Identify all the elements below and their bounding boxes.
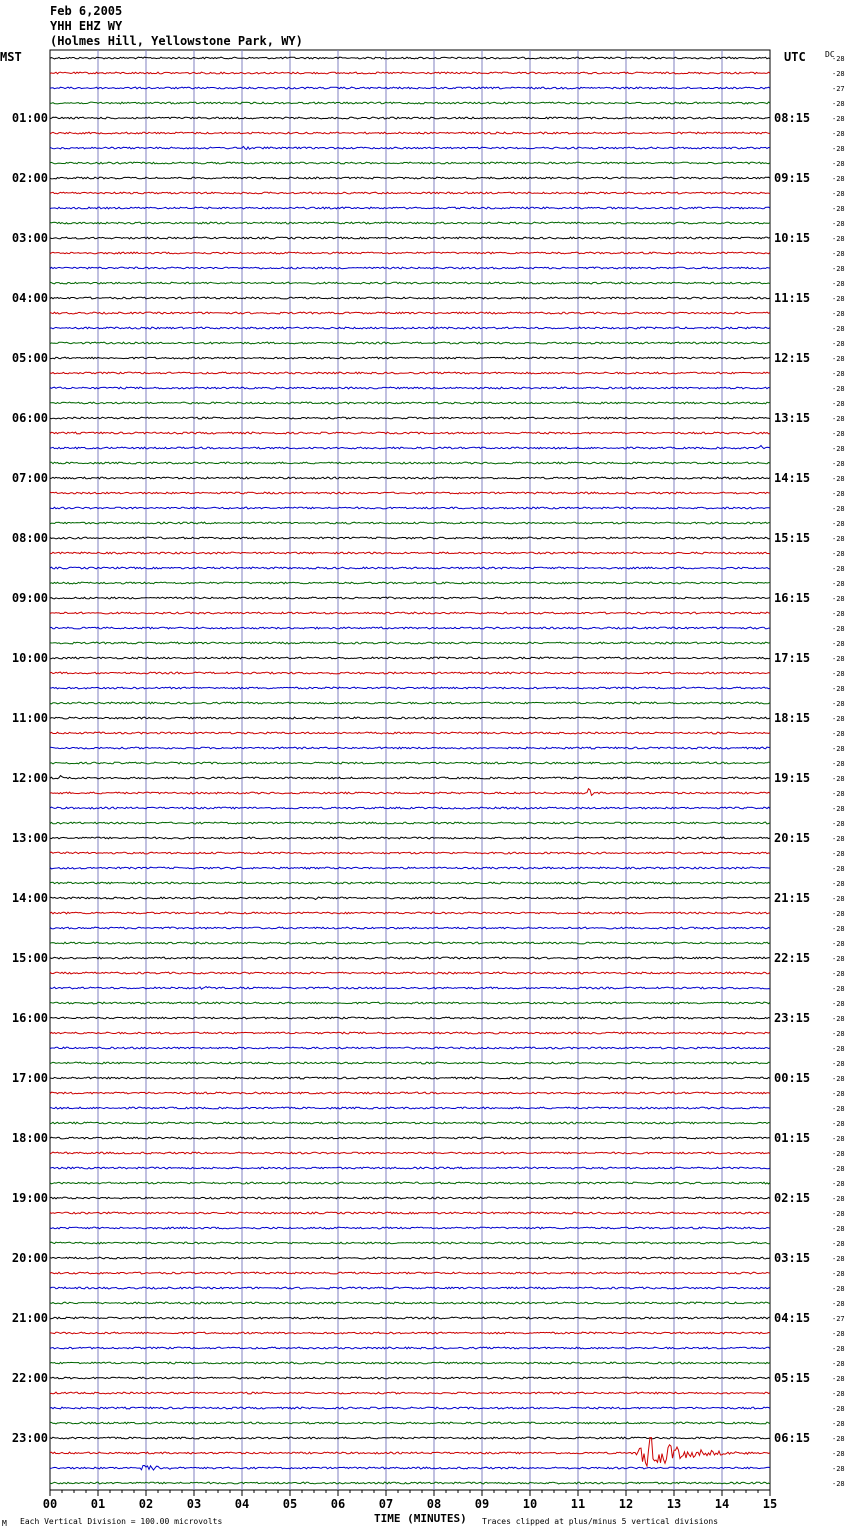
dc-offset-label: -28 (832, 1330, 845, 1338)
dc-offset-label: -28 (832, 160, 845, 168)
trace-line (50, 462, 770, 464)
left-hour-label: 12:00 (11, 771, 48, 785)
dc-offset-label: -28 (832, 325, 845, 333)
x-tick-label: 03 (186, 1497, 202, 1511)
x-tick-label: 07 (378, 1497, 394, 1511)
x-tick-label: 08 (426, 1497, 442, 1511)
left-hour-label: 17:00 (11, 1071, 48, 1085)
dc-offset-label: -28 (832, 700, 845, 708)
trace-line (50, 687, 770, 689)
trace-line (50, 522, 770, 524)
dc-offset-label: -28 (832, 505, 845, 513)
x-tick-label: 01 (90, 1497, 106, 1511)
left-hour-label: 09:00 (11, 591, 48, 605)
x-tick-label: 00 (42, 1497, 58, 1511)
trace-line (50, 1377, 770, 1379)
left-hour-label: 22:00 (11, 1371, 48, 1385)
x-tick-label: 10 (522, 1497, 538, 1511)
trace-line (50, 1047, 770, 1049)
trace-line (50, 507, 770, 509)
dc-offset-label: -28 (832, 535, 845, 543)
trace-line (50, 807, 770, 809)
dc-offset-label: -28 (832, 220, 845, 228)
dc-offset-label: -28 (832, 415, 845, 423)
dc-offset-label: -28 (832, 850, 845, 858)
trace-line (50, 1272, 770, 1274)
dc-offset-label: -28 (832, 460, 845, 468)
trace-line (50, 597, 770, 599)
dc-offset-label: -28 (832, 625, 845, 633)
trace-line (50, 672, 770, 674)
right-hour-label: 13:15 (774, 411, 811, 425)
trace-line (50, 87, 770, 89)
right-hour-label: 02:15 (774, 1191, 811, 1205)
dc-offset-label: -28 (832, 1060, 845, 1068)
dc-offset-label: -27 (832, 1315, 845, 1323)
dc-offset-label: -28 (832, 805, 845, 813)
dc-offset-label: -28 (832, 790, 845, 798)
dc-offset-label: -28 (832, 1120, 845, 1128)
x-tick-label: 14 (714, 1497, 730, 1511)
dc-offset-label: -28 (832, 490, 845, 498)
trace-line (50, 627, 770, 629)
trace-line (50, 297, 770, 299)
x-tick-label: 15 (762, 1497, 778, 1511)
dc-offset-label: -28 (832, 910, 845, 918)
trace-line (50, 1167, 770, 1169)
dc-offset-label: -28 (832, 1090, 845, 1098)
dc-offset-label: -28 (832, 655, 845, 663)
left-hour-label: 21:00 (11, 1311, 48, 1325)
trace-line (50, 927, 770, 929)
dc-offset-label: -28 (832, 565, 845, 573)
dc-offset-label: -28 (832, 880, 845, 888)
dc-offset-label: -28 (832, 355, 845, 363)
dc-offset-label: -28 (832, 1435, 845, 1443)
dc-offset-label: -28 (832, 385, 845, 393)
dc-offset-label: -28 (832, 400, 845, 408)
trace-line (50, 702, 770, 704)
trace-line (50, 912, 770, 914)
dc-offset-label: -28 (832, 610, 845, 618)
trace-line (50, 1017, 770, 1019)
dc-offset-label: -28 (832, 1210, 845, 1218)
trace-line (50, 162, 770, 164)
dc-offset-label: -28 (832, 1015, 845, 1023)
dc-offset-label: -28 (832, 895, 845, 903)
right-hour-label: 12:15 (774, 351, 811, 365)
trace-line (50, 372, 770, 374)
record-date: Feb 6,2005 (50, 4, 123, 18)
trace-line (50, 1347, 770, 1349)
dc-offset-label: -28 (832, 130, 845, 138)
trace-line (50, 732, 770, 734)
dc-offset-label: -27 (832, 85, 845, 93)
x-tick-label: 13 (666, 1497, 682, 1511)
trace-line (50, 192, 770, 194)
x-axis-label: TIME (MINUTES) (374, 1512, 467, 1525)
trace-line (50, 1422, 770, 1424)
dc-offset-label: -28 (832, 955, 845, 963)
trace-line (50, 102, 770, 104)
corner-mark: M (2, 1519, 7, 1528)
left-hour-label: 23:00 (11, 1431, 48, 1445)
trace-line (50, 1287, 770, 1289)
dc-offset-label: -28 (832, 970, 845, 978)
left-hour-label: 15:00 (11, 951, 48, 965)
trace-line (50, 446, 770, 449)
right-hour-label: 03:15 (774, 1251, 811, 1265)
dc-offset-label: -28 (832, 295, 845, 303)
trace-line (50, 1407, 770, 1409)
dc-offset-label: -28 (832, 235, 845, 243)
trace-line (50, 222, 770, 224)
trace-line (50, 492, 770, 494)
right-hour-label: 11:15 (774, 291, 811, 305)
trace-line (50, 57, 770, 59)
trace-line (50, 567, 770, 569)
trace-line (50, 1317, 770, 1319)
dc-offset-label: -28 (832, 1465, 845, 1473)
x-tick-label: 04 (234, 1497, 250, 1511)
right-hour-label: 14:15 (774, 471, 811, 485)
dc-offset-label: -28 (832, 1000, 845, 1008)
station-code: YHH EHZ WY (50, 19, 123, 33)
trace-line (50, 1002, 770, 1004)
trace-line (50, 852, 770, 854)
dc-offset-label: -28 (832, 250, 845, 258)
right-hour-label: 22:15 (774, 951, 811, 965)
dc-offset-label: -28 (832, 1375, 845, 1383)
dc-offset-label: -28 (832, 1420, 845, 1428)
trace-line (50, 1257, 770, 1259)
dc-offset-label: -28 (832, 1180, 845, 1188)
dc-offset-label: -28 (832, 1045, 845, 1053)
dc-offset-label: -28 (832, 1240, 845, 1248)
trace-line (50, 1092, 770, 1094)
dc-offset-label: -28 (832, 1390, 845, 1398)
dc-offset-label: -28 (832, 100, 845, 108)
trace-line (50, 717, 770, 719)
right-hour-label: 21:15 (774, 891, 811, 905)
left-hour-label: 05:00 (11, 351, 48, 365)
trace-line (50, 837, 770, 839)
left-hour-label: 08:00 (11, 531, 48, 545)
trace-line (50, 822, 770, 824)
x-tick-label: 09 (474, 1497, 490, 1511)
dc-offset-label: -28 (832, 280, 845, 288)
x-tick-label: 02 (138, 1497, 154, 1511)
dc-offset-label: -28 (832, 1285, 845, 1293)
trace-line (50, 642, 770, 644)
dc-offset-label: -28 (832, 1405, 845, 1413)
dc-offset-label: -28 (832, 820, 845, 828)
dc-offset-label: -28 (832, 370, 845, 378)
trace-line (50, 1242, 770, 1244)
right-hour-label: 00:15 (774, 1071, 811, 1085)
left-hour-label: 04:00 (11, 291, 48, 305)
trace-line (50, 1482, 770, 1484)
dc-offset-label: -28 (832, 1225, 845, 1233)
dc-offset-label: -28 (832, 1345, 845, 1353)
trace-line (50, 387, 770, 389)
trace-line (50, 267, 770, 269)
trace-line (50, 1438, 770, 1466)
trace-line (50, 117, 770, 119)
right-hour-label: 23:15 (774, 1011, 811, 1025)
left-timezone: MST (0, 50, 22, 64)
trace-line (50, 132, 770, 134)
trace-line (50, 957, 770, 959)
left-hour-label: 14:00 (11, 891, 48, 905)
left-hour-label: 18:00 (11, 1131, 48, 1145)
scale-note: Each Vertical Division = 100.00 microvolts (20, 1517, 223, 1526)
x-tick-label: 06 (330, 1497, 346, 1511)
trace-line (50, 342, 770, 344)
dc-offset-label: -28 (832, 1195, 845, 1203)
dc-offset-label: -28 (832, 775, 845, 783)
trace-line (50, 897, 770, 900)
right-hour-label: 04:15 (774, 1311, 811, 1325)
dc-offset-label: -28 (832, 115, 845, 123)
trace-line (50, 312, 770, 314)
dc-offset-label: -28 (832, 1360, 845, 1368)
trace-line (50, 657, 770, 659)
dc-offset-label: -28 (832, 1255, 845, 1263)
trace-line (50, 327, 770, 329)
dc-offset-label: -28 (832, 70, 845, 78)
dc-offset-label: -28 (832, 865, 845, 873)
dc-offset-label: -28 (832, 190, 845, 198)
x-tick-label: 05 (282, 1497, 298, 1511)
trace-line (50, 1152, 770, 1154)
dc-offset-label: -28 (832, 430, 845, 438)
trace-line (50, 537, 770, 539)
dc-offset-label: -28 (832, 205, 845, 213)
trace-line (50, 942, 770, 944)
dc-offset-label: -28 (832, 55, 845, 63)
trace-line (50, 1107, 770, 1109)
dc-offset-label: -28 (832, 1030, 845, 1038)
left-hour-label: 03:00 (11, 231, 48, 245)
trace-line (50, 177, 770, 179)
trace-line (50, 789, 770, 796)
dc-offset-label: -28 (832, 1150, 845, 1158)
dc-offset-label: -28 (832, 640, 845, 648)
trace-line (50, 552, 770, 554)
dc-offset-label: -28 (832, 445, 845, 453)
left-hour-label: 19:00 (11, 1191, 48, 1205)
trace-line (50, 1362, 770, 1364)
dc-offset-label: -28 (832, 340, 845, 348)
dc-offset-label: -28 (832, 745, 845, 753)
dc-offset-label: -28 (832, 1480, 845, 1488)
trace-line (50, 1227, 770, 1229)
dc-offset-label: -28 (832, 1075, 845, 1083)
trace-line (50, 1437, 770, 1439)
left-hour-label: 07:00 (11, 471, 48, 485)
x-tick-label: 12 (618, 1497, 634, 1511)
right-timezone: UTC (784, 50, 806, 64)
trace-line (50, 282, 770, 284)
dc-offset-label: -28 (832, 835, 845, 843)
dc-offset-label: -28 (832, 760, 845, 768)
right-hour-label: 01:15 (774, 1131, 811, 1145)
dc-offset-label: -28 (832, 1450, 845, 1458)
trace-line (50, 1122, 770, 1124)
dc-offset-label: -28 (832, 310, 845, 318)
dc-offset-label: -28 (832, 1270, 845, 1278)
trace-line (50, 417, 770, 419)
trace-line (50, 582, 770, 584)
right-hour-label: 17:15 (774, 651, 811, 665)
dc-offset-label: -28 (832, 925, 845, 933)
trace-line (50, 987, 770, 990)
trace-line (50, 747, 770, 749)
trace-line (50, 1332, 770, 1334)
trace-line (50, 1062, 770, 1064)
dc-offset-label: -28 (832, 685, 845, 693)
trace-line (50, 72, 770, 74)
right-hour-label: 09:15 (774, 171, 811, 185)
trace-line (50, 1077, 770, 1079)
trace-line (50, 1032, 770, 1034)
trace-line (50, 1197, 770, 1199)
trace-line (50, 432, 770, 434)
dc-offset-label: -28 (832, 715, 845, 723)
trace-line (50, 1302, 770, 1304)
left-hour-label: 20:00 (11, 1251, 48, 1265)
right-hour-label: 20:15 (774, 831, 811, 845)
dc-offset-label: -28 (832, 175, 845, 183)
station-location: (Holmes Hill, Yellowstone Park, WY) (50, 34, 303, 48)
right-hour-label: 08:15 (774, 111, 811, 125)
dc-offset-label: -28 (832, 520, 845, 528)
dc-offset-label: -28 (832, 265, 845, 273)
left-hour-label: 02:00 (11, 171, 48, 185)
trace-line (50, 147, 770, 150)
trace-line (50, 237, 770, 239)
trace-line (50, 1212, 770, 1214)
right-hour-label: 16:15 (774, 591, 811, 605)
trace-line (50, 252, 770, 254)
right-hour-label: 15:15 (774, 531, 811, 545)
trace-line (50, 1466, 770, 1471)
dc-offset-label: -28 (832, 1105, 845, 1113)
dc-offset-label: -28 (832, 580, 845, 588)
dc-offset-label: -28 (832, 985, 845, 993)
right-hour-label: 06:15 (774, 1431, 811, 1445)
trace-line (50, 1137, 770, 1139)
trace-line (50, 776, 770, 779)
trace-line (50, 612, 770, 614)
trace-line (50, 867, 770, 869)
trace-line (50, 207, 770, 209)
dc-offset-label: -28 (832, 1300, 845, 1308)
trace-line (50, 402, 770, 404)
trace-line (50, 762, 770, 764)
dc-offset-label: -28 (832, 1135, 845, 1143)
dc-offset-label: -28 (832, 940, 845, 948)
dc-offset-label: -28 (832, 730, 845, 738)
dc-offset-label: -28 (832, 475, 845, 483)
dc-offset-label: -28 (832, 1165, 845, 1173)
right-hour-label: 10:15 (774, 231, 811, 245)
trace-line (50, 1392, 770, 1394)
trace-line (50, 357, 770, 359)
dc-label: DC (825, 50, 835, 59)
trace-line (50, 477, 770, 479)
trace-line (50, 882, 770, 884)
left-hour-label: 06:00 (11, 411, 48, 425)
dc-offset-label: -28 (832, 550, 845, 558)
dc-offset-label: -28 (832, 670, 845, 678)
right-hour-label: 05:15 (774, 1371, 811, 1385)
left-hour-label: 10:00 (11, 651, 48, 665)
left-hour-label: 16:00 (11, 1011, 48, 1025)
right-hour-label: 18:15 (774, 711, 811, 725)
left-hour-label: 01:00 (11, 111, 48, 125)
x-tick-label: 11 (570, 1497, 586, 1511)
right-hour-label: 19:15 (774, 771, 811, 785)
dc-offset-label: -28 (832, 145, 845, 153)
left-hour-label: 11:00 (11, 711, 48, 725)
trace-line (50, 1182, 770, 1184)
trace-line (50, 972, 770, 974)
left-hour-label: 13:00 (11, 831, 48, 845)
clip-note: Traces clipped at plus/minus 5 vertical divisions (482, 1517, 719, 1526)
dc-offset-label: -28 (832, 595, 845, 603)
